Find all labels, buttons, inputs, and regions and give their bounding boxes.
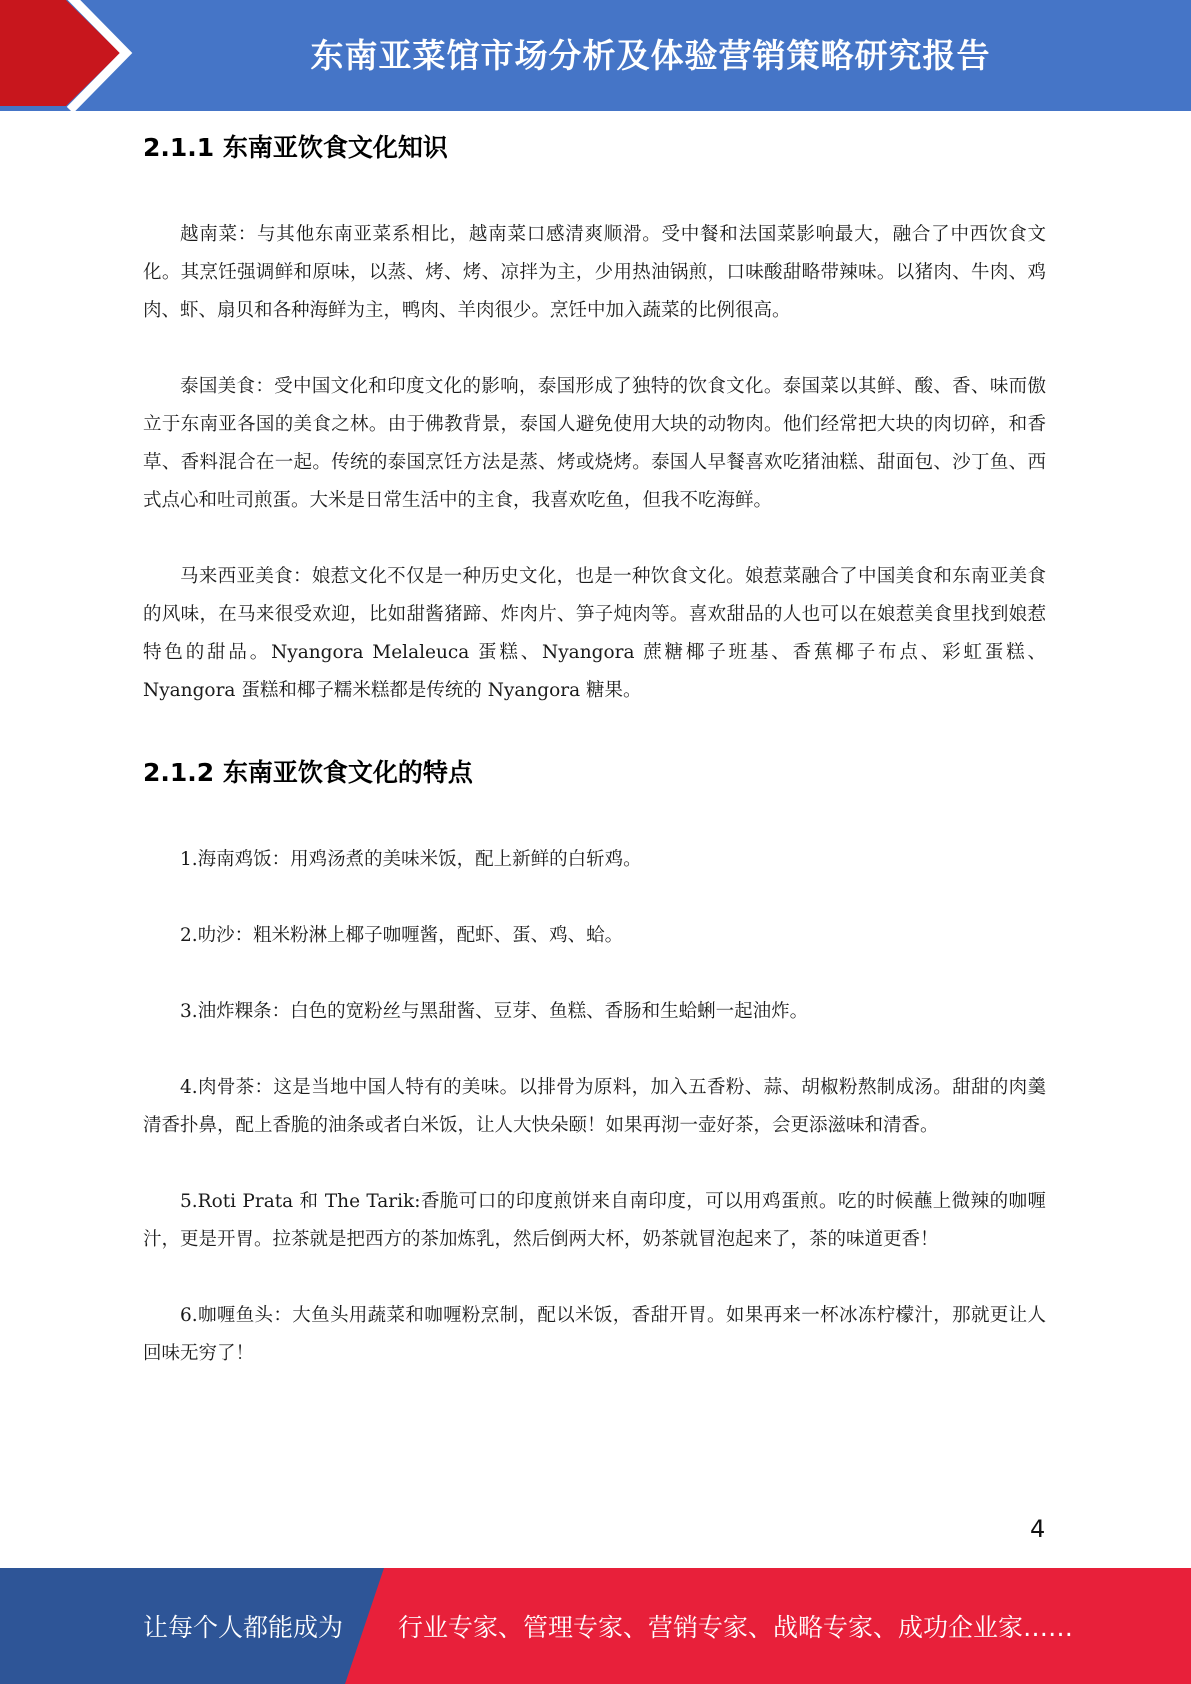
footer-slogan-right: 行业专家、管理专家、营销专家、战略专家、成功企业家…… — [398, 1613, 1074, 1642]
paragraph-thai-cuisine: 泰国美食：受中国文化和印度文化的影响，泰国形成了独特的饮食文化。泰国菜以其鲜、酸、香、味而傲立于东南亚各国的美食之林。由于佛教背景，泰国人避免使用大块的动物肉。他们经常把大块的肉切碎，和香草、香料混合在一起。传统的泰国烹饪方法是蒸、烤或烧烤。泰国人早餐喜欢吃猪油糕、甜面包、沙丁鱼、西式点心和吐司煎蛋。大米是日常生活中的主食，我喜欢吃鱼，但我不吃海鲜。 — [143, 376, 1046, 511]
report-title: 东南亚菜馆市场分析及体验营销策略研究报告 — [310, 35, 991, 75]
footer-band — [0, 1568, 1191, 1684]
header-band — [0, 0, 1191, 111]
section-heading-2-1-2: 2.1.2 东南亚饮食文化的特点 — [143, 758, 473, 787]
section-heading-2-1-1: 2.1.1 东南亚饮食文化知识 — [143, 133, 448, 162]
paragraph-vietnamese-cuisine: 越南菜：与其他东南亚菜系相比，越南菜口感清爽顺滑。受中餐和法国菜影响最大，融合了中西饮食文化。其烹饪强调鲜和原味，以蒸、烤、烤、凉拌为主，少用热油锅煎，口味酸甜略带辣味。以猪肉、牛肉、鸡肉、虾、扇贝和各种海鲜为主，鸭肉、羊肉很少。烹饪中加入蔬菜的比例很高。 — [143, 224, 1046, 321]
header-arrow-decoration — [0, 0, 160, 111]
list-item-fried-kway-teow: 3.油炸粿条：白色的宽粉丝与黑甜酱、豆芽、鱼糕、香肠和生蛤蜊一起油炸。 — [180, 1001, 809, 1022]
page-number: 4 — [1030, 1515, 1046, 1543]
list-item-bak-kut-teh: 4.肉骨茶：这是当地中国人特有的美味。以排骨为原料，加入五香粉、蒜、胡椒粉熬制成汤。甜甜的肉羹清香扑鼻，配上香脆的油条或者白米饭，让人大快朵颐！如果再沏一壶好茶，会更添滋味和清香。 — [143, 1077, 1046, 1136]
paragraph-malaysian-cuisine: 马来西亚美食：娘惹文化不仅是一种历史文化，也是一种饮食文化。娘惹菜融合了中国美食和东南亚美食的风味，在马来很受欢迎，比如甜酱猪蹄、炸肉片、笋子炖肉等。喜欢甜品的人也可以在娘惹美食里找到娘惹特色的甜品。Nyangora Melaleuca 蛋糕、Nyangora 蔗糖椰子班基、香蕉椰子布点、彩虹蛋糕、Nyangora 蛋糕和椰子糯米糕都是传统的 Nyangora 糖果。 — [143, 566, 1046, 701]
list-item-laksa: 2.叻沙：粗米粉淋上椰子咖喱酱，配虾、蛋、鸡、蛤。 — [180, 925, 624, 946]
list-item-roti-prata-teh-tarik: 5.Roti Prata 和 The Tarik:香脆可口的印度煎饼来自南印度，可以用鸡蛋煎。吃的时候蘸上微辣的咖喱汁，更是开胃。拉茶就是把西方的茶加炼乳，然后倒两大杯，奶茶就冒泡起来了，茶的味道更香！ — [143, 1191, 1046, 1250]
list-item-hainan-chicken-rice: 1.海南鸡饭：用鸡汤煮的美味米饭，配上新鲜的白斩鸡。 — [180, 849, 642, 870]
main-content — [143, 128, 1046, 1411]
footer-slogan-left: 让每个人都能成为 — [143, 1613, 344, 1642]
list-item-curry-fish-head: 6.咖喱鱼头：大鱼头用蔬菜和咖喱粉烹制，配以米饭，香甜开胃。如果再来一杯冰冻柠檬汁，那就更让人回味无穷了！ — [143, 1305, 1046, 1364]
